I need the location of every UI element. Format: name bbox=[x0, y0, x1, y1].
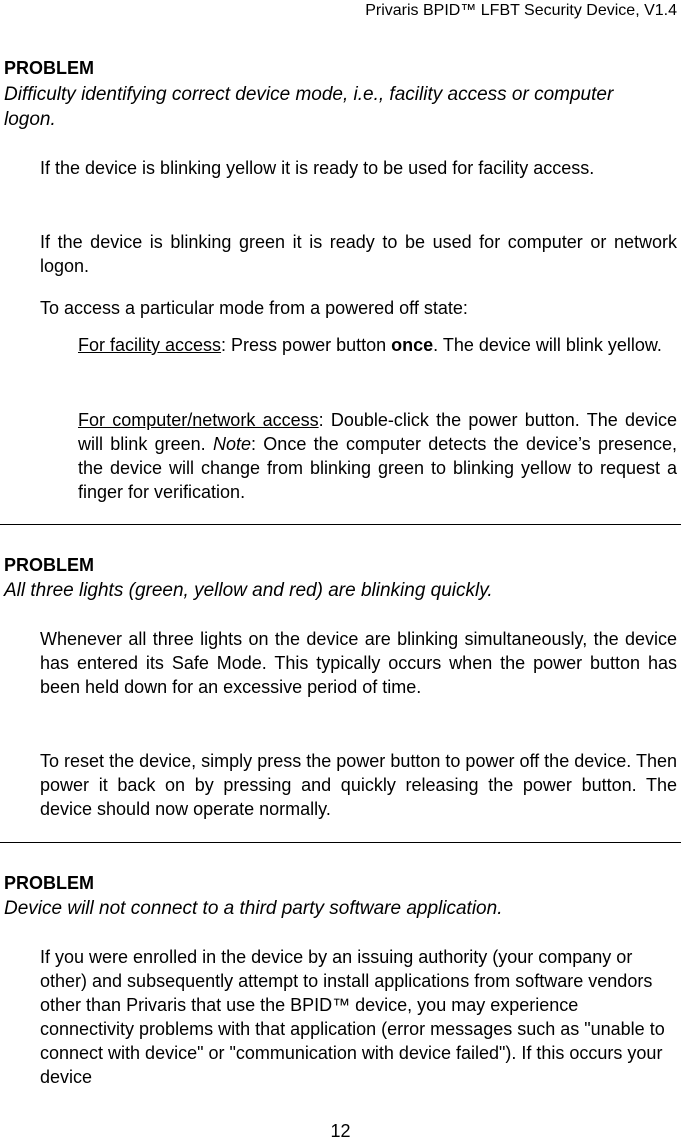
paragraph-access-intro: To access a particular mode from a powered off state: bbox=[40, 298, 468, 318]
note-label: Note bbox=[212, 434, 251, 454]
facility-access-term: For facility access bbox=[78, 335, 222, 355]
section-divider-1 bbox=[0, 524, 681, 525]
paragraph-third-party: If you were enrolled in the device by an issuing authority (your company or other) and subsequently attempt to install applications from software vendors other than Privaris that use the BPID™ device, you may experience connectivity problems with that application (error messages such as "unable to connect with device" or "communication with device failed"). If this occurs your device bbox=[40, 947, 665, 1087]
paragraph-safe-mode: Whenever all three lights on the device are blinking simultaneously, the device has entered its Safe Mode. This typically occurs when the power button has been held down for an excessive period of time. bbox=[40, 629, 677, 697]
paragraph-yellow-mode: If the device is blinking yellow it is ready to be used for facility access. bbox=[40, 158, 595, 178]
once-emphasis: once bbox=[391, 335, 434, 355]
problem-heading-3: PROBLEM bbox=[4, 873, 94, 893]
problem-description-2: All three lights (green, yellow and red) are blinking quickly. bbox=[4, 580, 493, 601]
problem-description-3: Device will not connect to a third party software application. bbox=[4, 898, 503, 919]
problem-heading-1: PROBLEM bbox=[4, 58, 94, 78]
problem-heading-2: PROBLEM bbox=[4, 555, 94, 575]
facility-access-instructions: For facility access: Press power button once. The device will blink yellow. bbox=[78, 335, 662, 355]
section-divider-2 bbox=[0, 842, 681, 843]
paragraph-reset-device: To reset the device, simply press the power button to power off the device. Then power it back on by pressing and quickly releasing the power button. The device should now operate normally. bbox=[40, 751, 677, 819]
computer-access-instructions: For computer/network access: Double-click the power button. The device will blink green. Note: Once the computer detects the device’s presence, the device will change from blinking green to blinking yellow to request a finger for verification. bbox=[78, 410, 678, 502]
problem-description-1: Difficulty identifying correct device mode, i.e., facility access or computer logon. bbox=[4, 84, 614, 130]
running-header: Privaris BPID™ LFBT Security Device, V1.4 bbox=[365, 2, 677, 19]
page-number: 12 bbox=[330, 1121, 351, 1141]
computer-access-term: For computer/network access bbox=[78, 410, 319, 430]
paragraph-green-mode: If the device is blinking green it is ready to be used for computer or network logon. bbox=[40, 232, 677, 276]
